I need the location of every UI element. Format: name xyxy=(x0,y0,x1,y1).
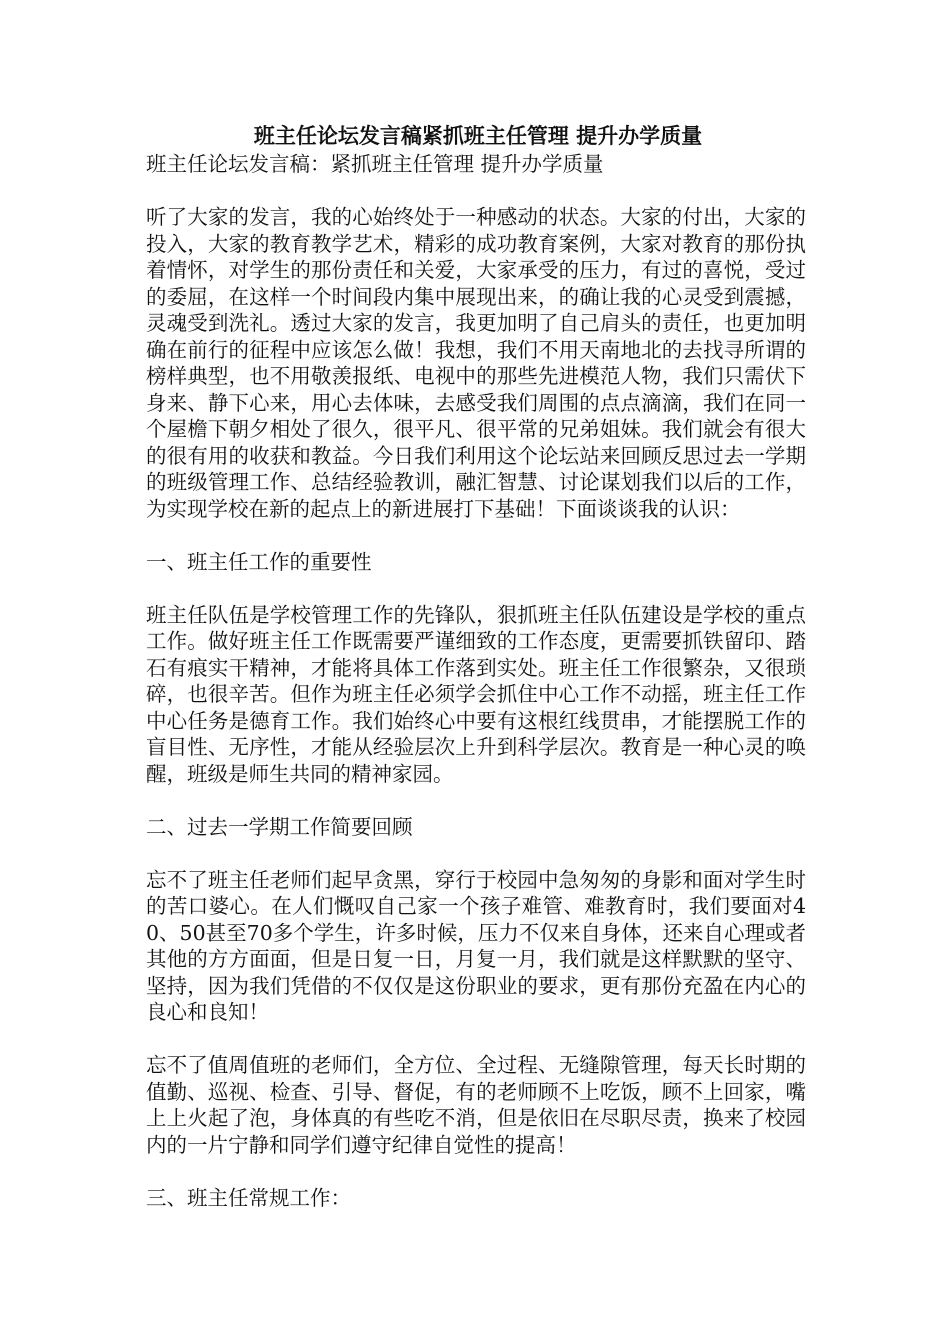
section-2-paragraph-1: 忘不了班主任老师们起早贪黑，穿行于校园中急匆匆的身影和面对学生时的苦口婆心。在人们慨叹自己家一个孩子难管、难教育时，我们要面对40、50甚至70多个学生，许多时候，压力不仅来自身体，还来自心理或者其他的方方面面，但是日复一日，月复一月，我们就是这样默默的坚守、坚持，因为我们凭借的不仅仅是这份职业的要求，更有那份充盈在内心的良心和良知！ xyxy=(146,867,806,1024)
document-subtitle: 班主任论坛发言稿：紧抓班主任管理 提升办学质量 xyxy=(146,152,604,176)
document-body xyxy=(146,121,806,1211)
intro-paragraph: 听了大家的发言，我的心始终处于一种感动的状态。大家的付出，大家的投入，大家的教育教学艺术，精彩的成功教育案例，大家对教育的那份执着情怀，对学生的那份责任和关爱，大家承受的压力，有过的喜悦，受过的委屈，在这样一个时间段内集中展现出来，的确让我的心灵受到震撼，灵魂受到洗礼。透过大家的发言，我更加明了自己肩头的责任，也更加明确在前行的征程中应该怎么做！我想，我们不用天南地北的去找寻所谓的榜样典型，也不用敬羡报纸、电视中的那些先进模范人物，我们只需伏下身来、静下心来，用心去体味，去感受我们周围的点点滴滴，我们在同一个屋檐下朝夕相处了很久，很平凡、很平常的兄弟姐妹。我们就会有很大的很有用的收获和教益。今日我们利用这个论坛站来回顾反思过去一学期的班级管理工作、总结经验教训，融汇智慧、讨论谋划我们以后的工作，为实现学校在新的起点上的新进展打下基础！下面谈谈我的认识： xyxy=(146,205,806,521)
section-1-paragraph: 班主任队伍是学校管理工作的先锋队，狠抓班主任队伍建设是学校的重点工作。做好班主任工作既需要严谨细致的工作态度，更需要抓铁留印、踏石有痕实干精神，才能将具体工作落到实处。班主任工作很繁杂，又很琐碎，也很辛苦。但作为班主任必须学会抓住中心工作不动摇，班主任工作中心任务是德育工作。我们始终心中要有这根红线贯串，才能摆脱工作的盲目性、无序性，才能从经验层次上升到科学层次。教育是一种心灵的唤醒，班级是师生共同的精神家园。 xyxy=(146,602,806,786)
blank-line xyxy=(146,522,806,549)
section-2-paragraph-2: 忘不了值周值班的老师们，全方位、全过程、无缝隙管理，每天长时期的值勤、巡视、检查、引导、督促，有的老师顾不上吃饭，顾不上回家，嘴上上火起了泡，身体真的有些吃不消，但是依旧在尽职尽责，换来了校园内的一片宁静和同学们遵守纪律自觉性的提高！ xyxy=(146,1053,806,1157)
blank-line xyxy=(146,178,806,205)
document-title: 班主任论坛发言稿紧抓班主任管理 提升办学质量 xyxy=(253,123,703,148)
section-2-heading: 二、过去一学期工作简要回顾 xyxy=(146,814,413,839)
blank-line xyxy=(146,840,806,867)
section-3-heading: 三、班主任常规工作： xyxy=(146,1185,351,1210)
blank-line xyxy=(146,787,806,814)
blank-line xyxy=(146,1158,806,1185)
blank-line xyxy=(146,575,806,602)
blank-line xyxy=(146,1026,806,1053)
section-1-heading: 一、班主任工作的重要性 xyxy=(146,549,372,574)
